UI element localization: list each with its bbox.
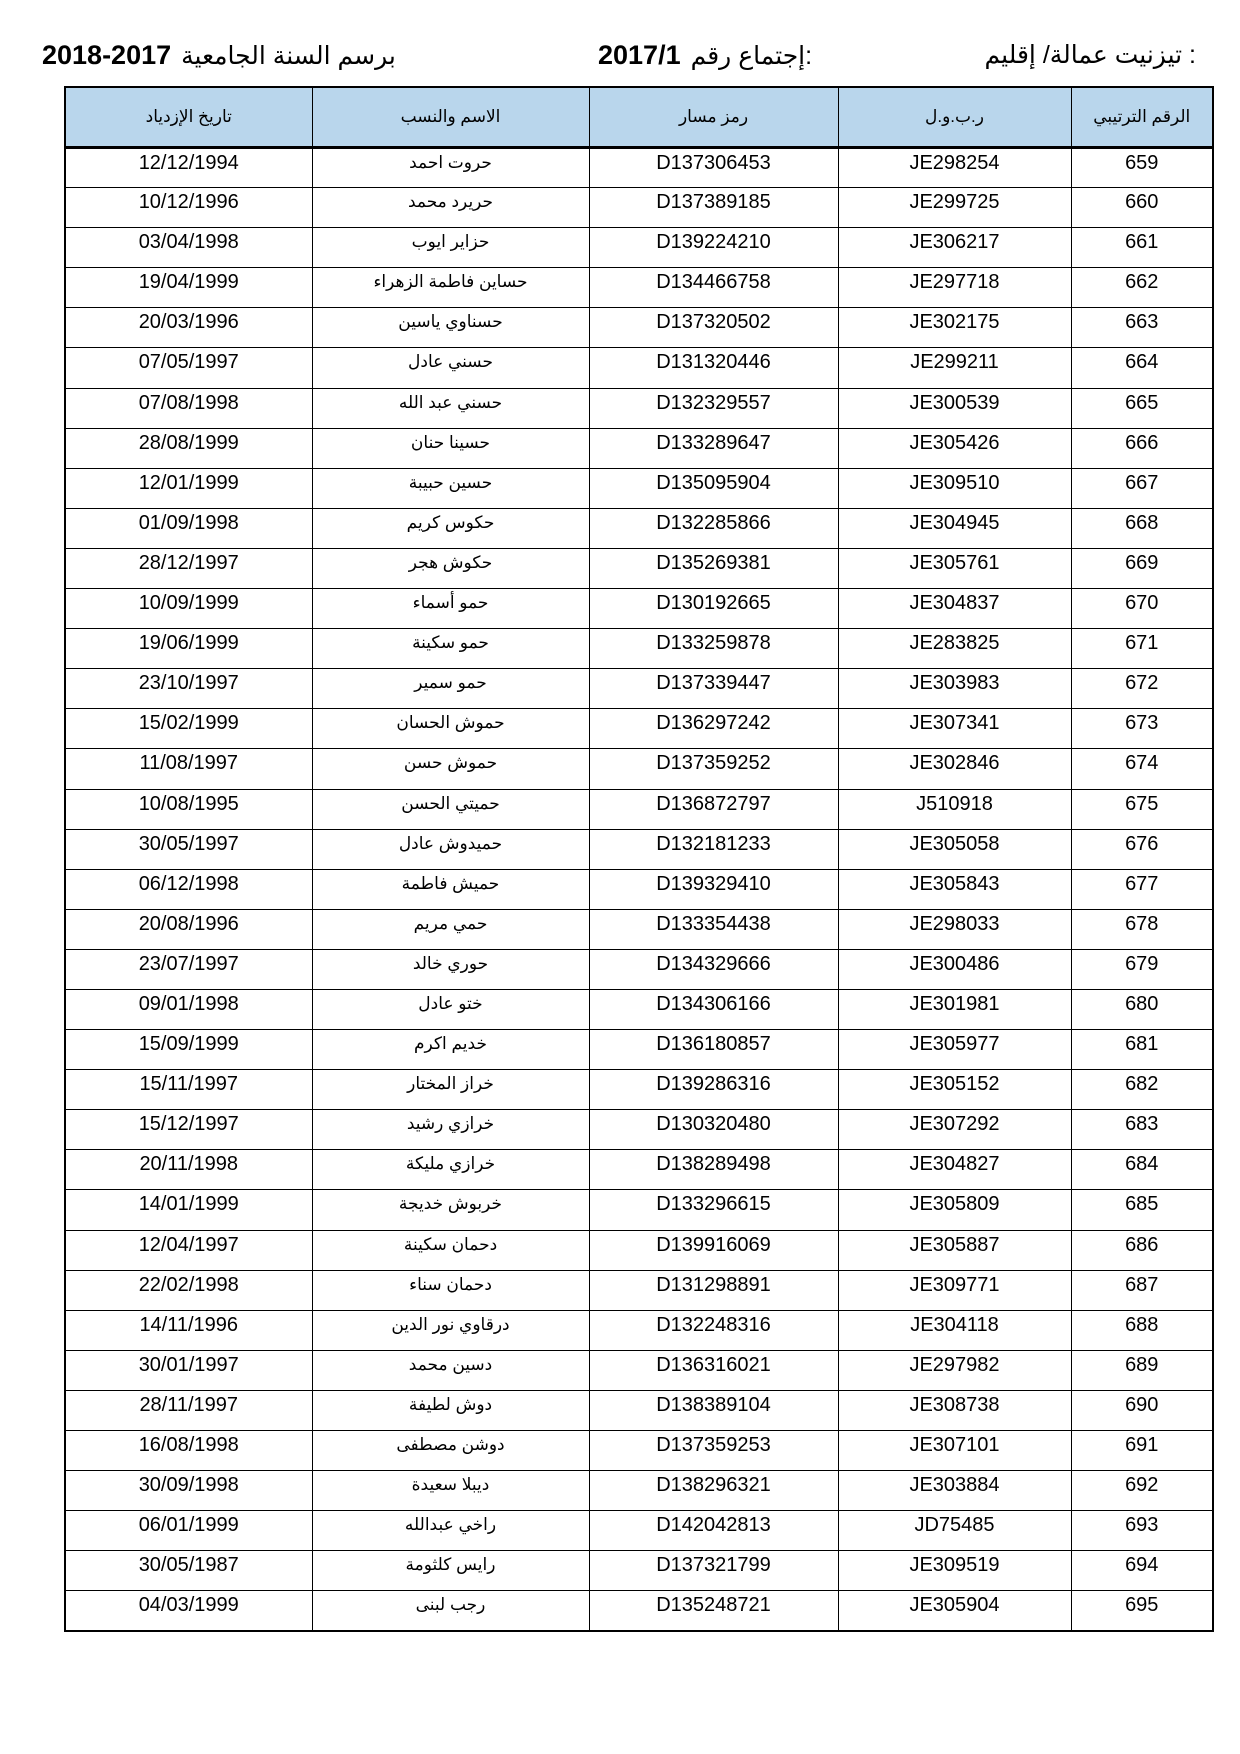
order-number-cell: 685 (1071, 1190, 1213, 1230)
table-row (65, 1150, 1213, 1190)
order-number-cell: 675 (1071, 789, 1213, 829)
cin-cell: JE298033 (838, 909, 1071, 949)
cin-cell: JE305904 (838, 1591, 1071, 1631)
massar-code-cell: D134466758 (589, 268, 838, 308)
order-number-cell: 681 (1071, 1030, 1213, 1070)
birth-date-cell: 28/12/1997 (65, 548, 312, 588)
birth-date-cell: 14/11/1996 (65, 1310, 312, 1350)
order-number-cell: 664 (1071, 348, 1213, 388)
cin-cell: JE302846 (838, 749, 1071, 789)
massar-code-cell: D132181233 (589, 829, 838, 869)
column-header-massar: رمز مسار (589, 87, 838, 148)
table-row (65, 1471, 1213, 1511)
cin-cell: JE304837 (838, 589, 1071, 629)
name-cell: حميتي الحسن (312, 789, 589, 829)
cin-cell: JE307101 (838, 1431, 1071, 1471)
order-number-cell: 686 (1071, 1230, 1213, 1270)
name-cell: حزاير ايوب (312, 228, 589, 268)
order-number-cell: 665 (1071, 388, 1213, 428)
province-value: تيزنيت (1114, 41, 1183, 69)
column-header-cin: ر.ب.و.ل (838, 87, 1071, 148)
column-header-name: الاسم والنسب (312, 87, 589, 148)
birth-date-cell: 12/04/1997 (65, 1230, 312, 1270)
name-cell: رايس كلثومة (312, 1551, 589, 1591)
order-number-cell: 667 (1071, 468, 1213, 508)
name-cell: ديبلا سعيدة (312, 1471, 589, 1511)
birth-date-cell: 23/07/1997 (65, 949, 312, 989)
cin-cell: JE305887 (838, 1230, 1071, 1270)
cin-cell: JE299211 (838, 348, 1071, 388)
cin-cell: JE305809 (838, 1190, 1071, 1230)
cin-cell: JE307341 (838, 709, 1071, 749)
cin-cell: JE300486 (838, 949, 1071, 989)
academic-year-value: 2018-2017 (42, 40, 172, 70)
table-row (65, 1350, 1213, 1390)
massar-code-cell: D137389185 (589, 188, 838, 228)
birth-date-cell: 15/11/1997 (65, 1070, 312, 1110)
table-header-row (65, 87, 1213, 148)
birth-date-cell: 30/05/1997 (65, 829, 312, 869)
cin-cell: JE305761 (838, 548, 1071, 588)
name-cell: حكوش هجر (312, 548, 589, 588)
birth-date-cell: 22/02/1998 (65, 1270, 312, 1310)
name-cell: حمو أسماء (312, 589, 589, 629)
order-number-cell: 691 (1071, 1431, 1213, 1471)
birth-date-cell: 20/08/1996 (65, 909, 312, 949)
records-table (64, 86, 1214, 1632)
name-cell: ختو عادل (312, 989, 589, 1029)
name-cell: دوش لطيفة (312, 1390, 589, 1430)
massar-code-cell: D136872797 (589, 789, 838, 829)
cin-cell: JE305977 (838, 1030, 1071, 1070)
table-row (65, 388, 1213, 428)
massar-code-cell: D132329557 (589, 388, 838, 428)
massar-code-cell: D139916069 (589, 1230, 838, 1270)
name-cell: حميش فاطمة (312, 869, 589, 909)
birth-date-cell: 10/09/1999 (65, 589, 312, 629)
table-row (65, 1310, 1213, 1350)
table-row (65, 1190, 1213, 1230)
birth-date-cell: 20/03/1996 (65, 308, 312, 348)
order-number-cell: 679 (1071, 949, 1213, 989)
name-cell: دوشن مصطفى (312, 1431, 589, 1471)
table-row (65, 1390, 1213, 1430)
name-cell: حكوس كريم (312, 508, 589, 548)
massar-code-cell: D138389104 (589, 1390, 838, 1430)
order-number-cell: 677 (1071, 869, 1213, 909)
table-row (65, 589, 1213, 629)
table-row (65, 1551, 1213, 1591)
birth-date-cell: 07/08/1998 (65, 388, 312, 428)
order-number-cell: 663 (1071, 308, 1213, 348)
massar-code-cell: D136180857 (589, 1030, 838, 1070)
cin-cell: J510918 (838, 789, 1071, 829)
table-row (65, 228, 1213, 268)
cin-cell: JE308738 (838, 1390, 1071, 1430)
order-number-cell: 672 (1071, 669, 1213, 709)
table-row (65, 1270, 1213, 1310)
academic-year-label: برسم السنة الجامعية (181, 42, 396, 70)
name-cell: حسينا حنان (312, 428, 589, 468)
birth-date-cell: 01/09/1998 (65, 508, 312, 548)
massar-code-cell: D135248721 (589, 1591, 838, 1631)
name-cell: خراز المختار (312, 1070, 589, 1110)
cin-cell: JE283825 (838, 629, 1071, 669)
cin-cell: JE305426 (838, 428, 1071, 468)
name-cell: خرازي رشيد (312, 1110, 589, 1150)
order-number-cell: 661 (1071, 228, 1213, 268)
table-row (65, 629, 1213, 669)
name-cell: حسين حبيبة (312, 468, 589, 508)
meeting-number-header (598, 40, 812, 71)
table-row (65, 1591, 1213, 1631)
name-cell: دحمان سناء (312, 1270, 589, 1310)
birth-date-cell: 15/02/1999 (65, 709, 312, 749)
cin-cell: JE303884 (838, 1471, 1071, 1511)
cin-cell: JE304945 (838, 508, 1071, 548)
massar-code-cell: D137339447 (589, 669, 838, 709)
massar-code-cell: D135269381 (589, 548, 838, 588)
massar-code-cell: D134306166 (589, 989, 838, 1029)
order-number-cell: 688 (1071, 1310, 1213, 1350)
table-row (65, 669, 1213, 709)
order-number-cell: 684 (1071, 1150, 1213, 1190)
cin-cell: JE297982 (838, 1350, 1071, 1390)
birth-date-cell: 20/11/1998 (65, 1150, 312, 1190)
massar-code-cell: D133296615 (589, 1190, 838, 1230)
birth-date-cell: 19/06/1999 (65, 629, 312, 669)
cin-cell: JE302175 (838, 308, 1071, 348)
name-cell: حريرد محمد (312, 188, 589, 228)
birth-date-cell: 15/12/1997 (65, 1110, 312, 1150)
order-number-cell: 660 (1071, 188, 1213, 228)
table-row (65, 1511, 1213, 1551)
cin-cell: JE297718 (838, 268, 1071, 308)
name-cell: حروت احمد (312, 148, 589, 188)
order-number-cell: 673 (1071, 709, 1213, 749)
massar-code-cell: D139286316 (589, 1070, 838, 1110)
birth-date-cell: 07/05/1997 (65, 348, 312, 388)
name-cell: حوري خالد (312, 949, 589, 989)
birth-date-cell: 28/11/1997 (65, 1390, 312, 1430)
order-number-cell: 662 (1071, 268, 1213, 308)
name-cell: حميدوش عادل (312, 829, 589, 869)
massar-code-cell: D137359253 (589, 1431, 838, 1471)
massar-code-cell: D131320446 (589, 348, 838, 388)
table-row (65, 1110, 1213, 1150)
table-body (65, 148, 1213, 1631)
massar-code-cell: D133259878 (589, 629, 838, 669)
order-number-cell: 680 (1071, 989, 1213, 1029)
birth-date-cell: 14/01/1999 (65, 1190, 312, 1230)
name-cell: حمو سمير (312, 669, 589, 709)
cin-cell: JE306217 (838, 228, 1071, 268)
massar-code-cell: D138296321 (589, 1471, 838, 1511)
name-cell: حساين فاطمة الزهراء (312, 268, 589, 308)
cin-cell: JE307292 (838, 1110, 1071, 1150)
massar-code-cell: D131298891 (589, 1270, 838, 1310)
cin-cell: JE304118 (838, 1310, 1071, 1350)
order-number-cell: 668 (1071, 508, 1213, 548)
order-number-cell: 695 (1071, 1591, 1213, 1631)
table-row (65, 308, 1213, 348)
birth-date-cell: 10/12/1996 (65, 188, 312, 228)
name-cell: خربوش خديجة (312, 1190, 589, 1230)
massar-code-cell: D136297242 (589, 709, 838, 749)
meeting-number-label: إجتماع رقم: (690, 42, 813, 70)
cin-cell: JE305843 (838, 869, 1071, 909)
massar-code-cell: D132285866 (589, 508, 838, 548)
order-number-cell: 694 (1071, 1551, 1213, 1591)
massar-code-cell: D130192665 (589, 589, 838, 629)
massar-code-cell: D136316021 (589, 1350, 838, 1390)
cin-cell: JE305152 (838, 1070, 1071, 1110)
birth-date-cell: 30/01/1997 (65, 1350, 312, 1390)
massar-code-cell: D137320502 (589, 308, 838, 348)
order-number-cell: 690 (1071, 1390, 1213, 1430)
order-number-cell: 693 (1071, 1511, 1213, 1551)
table-row (65, 468, 1213, 508)
order-number-cell: 683 (1071, 1110, 1213, 1150)
birth-date-cell: 04/03/1999 (65, 1591, 312, 1631)
order-number-cell: 659 (1071, 148, 1213, 188)
birth-date-cell: 23/10/1997 (65, 669, 312, 709)
massar-code-cell: D133354438 (589, 909, 838, 949)
birth-date-cell: 30/05/1987 (65, 1551, 312, 1591)
name-cell: راخي عبدالله (312, 1511, 589, 1551)
name-cell: دحمان سكينة (312, 1230, 589, 1270)
name-cell: حسني عادل (312, 348, 589, 388)
order-number-cell: 674 (1071, 749, 1213, 789)
birth-date-cell: 10/08/1995 (65, 789, 312, 829)
cin-cell: JE305058 (838, 829, 1071, 869)
cin-cell: JD75485 (838, 1511, 1071, 1551)
birth-date-cell: 06/12/1998 (65, 869, 312, 909)
massar-code-cell: D139329410 (589, 869, 838, 909)
massar-code-cell: D137321799 (589, 1551, 838, 1591)
table-header (65, 87, 1213, 148)
name-cell: دسين محمد (312, 1350, 589, 1390)
order-number-cell: 676 (1071, 829, 1213, 869)
massar-code-cell: D134329666 (589, 949, 838, 989)
massar-code-cell: D139224210 (589, 228, 838, 268)
meeting-number-value: 2017/1 (598, 40, 681, 70)
order-number-cell: 666 (1071, 428, 1213, 468)
academic-year-header (42, 40, 396, 71)
order-number-cell: 669 (1071, 548, 1213, 588)
table-row (65, 909, 1213, 949)
birth-date-cell: 16/08/1998 (65, 1431, 312, 1471)
order-number-cell: 678 (1071, 909, 1213, 949)
table-row (65, 1070, 1213, 1110)
massar-code-cell: D130320480 (589, 1110, 838, 1150)
order-number-cell: 670 (1071, 589, 1213, 629)
birth-date-cell: 11/08/1997 (65, 749, 312, 789)
name-cell: حمو سكينة (312, 629, 589, 669)
name-cell: حموش الحسان (312, 709, 589, 749)
order-number-cell: 671 (1071, 629, 1213, 669)
table-row (65, 709, 1213, 749)
cin-cell: JE301981 (838, 989, 1071, 1029)
name-cell: رجب لبنى (312, 1591, 589, 1631)
birth-date-cell: 19/04/1999 (65, 268, 312, 308)
cin-cell: JE299725 (838, 188, 1071, 228)
table-row (65, 268, 1213, 308)
name-cell: حسناوي ياسين (312, 308, 589, 348)
column-header-birth-date: تاريخ الإزدياد (65, 87, 312, 148)
name-cell: حسني عبد الله (312, 388, 589, 428)
birth-date-cell: 12/01/1999 (65, 468, 312, 508)
table-row (65, 869, 1213, 909)
birth-date-cell: 15/09/1999 (65, 1030, 312, 1070)
table-row (65, 749, 1213, 789)
table-row (65, 548, 1213, 588)
table-row (65, 348, 1213, 388)
birth-date-cell: 06/01/1999 (65, 1511, 312, 1551)
cin-cell: JE300539 (838, 388, 1071, 428)
massar-code-cell: D135095904 (589, 468, 838, 508)
cin-cell: JE298254 (838, 148, 1071, 188)
massar-code-cell: D138289498 (589, 1150, 838, 1190)
table-row (65, 508, 1213, 548)
birth-date-cell: 12/12/1994 (65, 148, 312, 188)
order-number-cell: 682 (1071, 1070, 1213, 1110)
table-row (65, 949, 1213, 989)
table-row (65, 188, 1213, 228)
birth-date-cell: 28/08/1999 (65, 428, 312, 468)
table-row (65, 148, 1213, 188)
name-cell: خديم اكرم (312, 1030, 589, 1070)
table-row (65, 1230, 1213, 1270)
cin-cell: JE309519 (838, 1551, 1071, 1591)
name-cell: حمي مريم (312, 909, 589, 949)
birth-date-cell: 03/04/1998 (65, 228, 312, 268)
massar-code-cell: D133289647 (589, 428, 838, 468)
birth-date-cell: 30/09/1998 (65, 1471, 312, 1511)
province-label: عمالة/ إقليم : (984, 41, 1196, 69)
table-row (65, 1030, 1213, 1070)
cin-cell: JE303983 (838, 669, 1071, 709)
table-row (65, 989, 1213, 1029)
cin-cell: JE309771 (838, 1270, 1071, 1310)
massar-code-cell: D142042813 (589, 1511, 838, 1551)
name-cell: حموش حسن (312, 749, 589, 789)
table-row (65, 428, 1213, 468)
massar-code-cell: D132248316 (589, 1310, 838, 1350)
birth-date-cell: 09/01/1998 (65, 989, 312, 1029)
cin-cell: JE304827 (838, 1150, 1071, 1190)
table-row (65, 789, 1213, 829)
name-cell: درقاوي نور الدين (312, 1310, 589, 1350)
massar-code-cell: D137306453 (589, 148, 838, 188)
cin-cell: JE309510 (838, 468, 1071, 508)
order-number-cell: 692 (1071, 1471, 1213, 1511)
province-header (985, 40, 1196, 70)
table-row (65, 1431, 1213, 1471)
massar-code-cell: D137359252 (589, 749, 838, 789)
table-row (65, 829, 1213, 869)
column-header-order: الرقم الترتيبي (1071, 87, 1213, 148)
order-number-cell: 689 (1071, 1350, 1213, 1390)
name-cell: خرازي مليكة (312, 1150, 589, 1190)
order-number-cell: 687 (1071, 1270, 1213, 1310)
